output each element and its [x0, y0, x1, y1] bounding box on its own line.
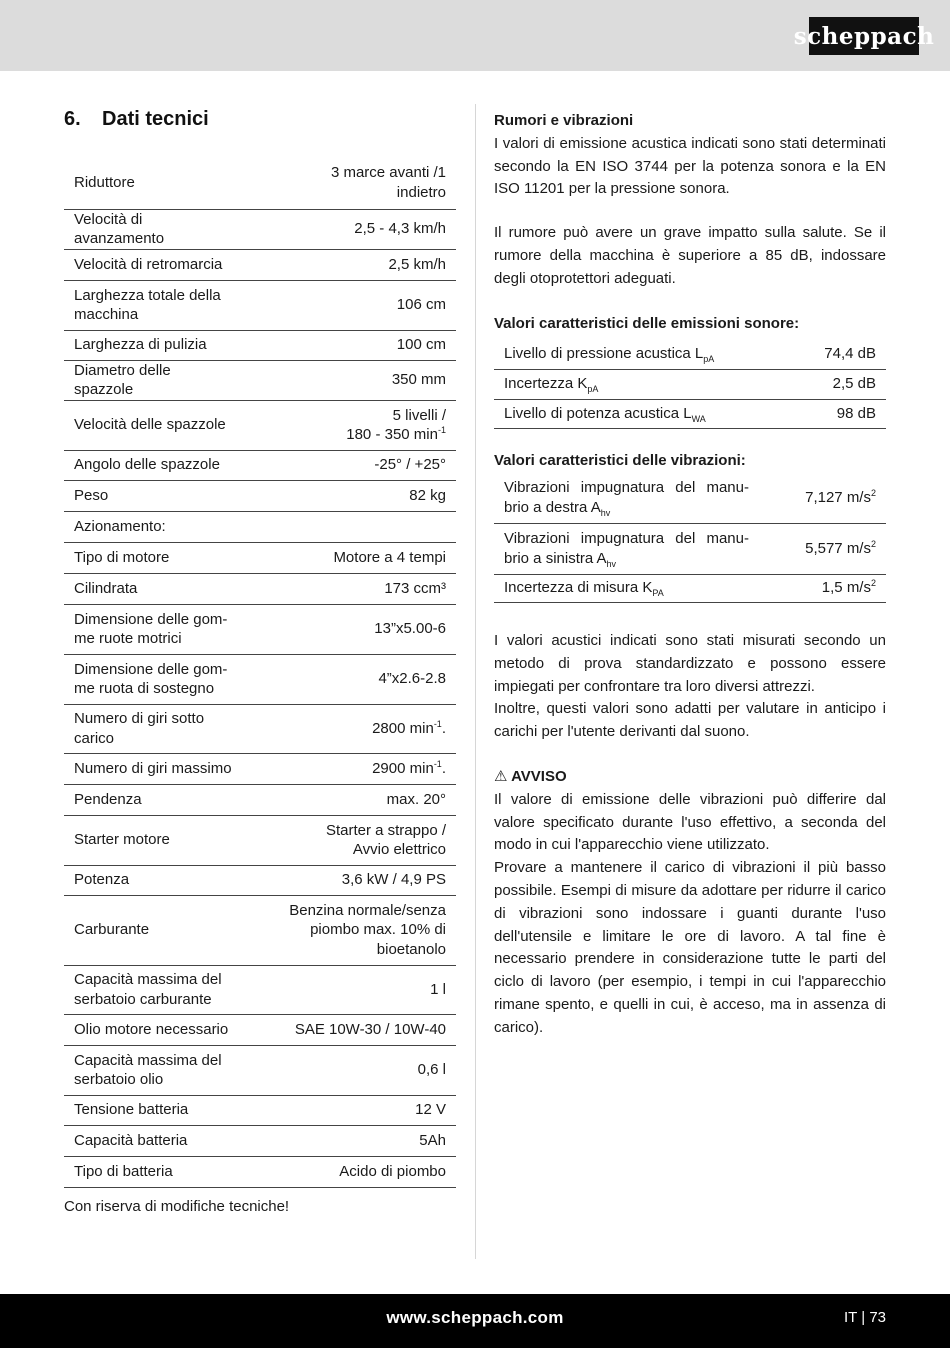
noise-paragraph: I valori acustici indicati sono stati misurati secondo un metodo di prova standardizzato e possono essere impiegati per confrontare tra loro diversi attrezzi. [494, 632, 886, 695]
noise-health-note [494, 222, 886, 290]
specs-table [64, 157, 456, 1188]
table-row: Starter motore Starter a strappo / Avvio elettrico [64, 815, 456, 865]
vibration-values-heading: Valori caratteristici delle vibrazioni: [494, 452, 746, 469]
warning-paragraph: Il valore di emissione delle vibrazioni può differire dal valore specificato durante l'uso effettivo, a seconda del modo in cui l'apparecchio viene utilizzato. [494, 790, 886, 854]
header-bar [0, 0, 950, 71]
section-title [64, 108, 209, 131]
website-url: www.scheppach.com [386, 1308, 564, 1327]
table-row: Larghezza di pulizia 100 cm [64, 330, 456, 360]
noise-paragraph: Il rumore può avere un grave impatto sulla salute. Se il rumore della macchina è superiore a 85 dB, indossare degli otoprotettori adeguati. [494, 224, 886, 287]
warning-paragraph: Provare a mantenere il carico di vibrazioni il più basso possibile. Esempi di misure da adottare per ridurre il carico di vibrazioni sono indossare i guanti durante l'uso dell'utensile e limitare le ore di lavoro. A tal fine è necessario prendere in considerazione tutte le parti del ciclo di lavoro (per esempio, i tempi in cui l'apparecchio rimane spento, e quelli in cui, è acceso, ma in assenza di carico). [494, 859, 886, 1036]
table-row: Azionamento: [64, 511, 456, 542]
table-row: Capacità massima del serbatoio carburante 1 l [64, 965, 456, 1014]
section-number: 6. [64, 108, 81, 130]
page-number: IT | 73 [844, 1309, 886, 1326]
noise-paragraph: Inoltre, questi valori sono adatti per valutare in anticipo i carichi per l'utente derivanti dal suono. [494, 700, 886, 741]
column-divider [475, 104, 476, 1259]
table-row: Riduttore 3 marce avanti /1 indietro [64, 157, 456, 209]
table-row: Pendenza max. 20° [64, 784, 456, 815]
table-row: Capacità massima del serbatoio olio 0,6 l [64, 1045, 456, 1095]
table-row: Angolo delle spazzole -25° / +25° [64, 450, 456, 480]
footer-bar [0, 1294, 950, 1348]
table-row: Peso 82 kg [64, 480, 456, 511]
technical-changes-note: Con riserva di modifiche tecniche! [64, 1198, 290, 1215]
sound-values-table [494, 338, 886, 429]
table-row: Incertezza $K_{pA}$ 2,5 dB [494, 369, 886, 399]
warning-heading: ⚠ AVVISO [494, 768, 567, 785]
table-row: Incertezza di misura $K_{PA}$ 1,5 $m/s^2$ [494, 574, 886, 602]
table-row: Livello di pressione acustica $L_{pA}$ 74,4 dB [494, 338, 886, 369]
brand-logo: scheppach [809, 17, 919, 55]
table-row: Olio motore necessario SAE 10W-30 / 10W-40 [64, 1014, 456, 1045]
table-row: Tipo di batteria Acido di piombo [64, 1156, 456, 1187]
table-row: Carburante Benzina normale/senza piombo max. 10% di bioetanolo [64, 895, 456, 965]
table-row: Numero di giri massimo 2900 $\min^{-1}$. [64, 753, 456, 784]
table-row: Vibrazioni impugnatura del manu-brio a destra $A_{hv}$ 7,127 $m/s^2$ [494, 473, 886, 523]
noise-paragraph: I valori di emissione acustica indicati sono stati determinati secondo la EN ISO 3744 per la potenza sonora e la EN ISO 11201 per la pressione sonora. [494, 134, 886, 198]
table-row: Vibrazioni impugnatura del manu-brio a sinistra $A_{hv}$ 5,577 $m/s^2$ [494, 523, 886, 574]
table-row: Livello di potenza acustica $L_{WA}$ 98 dB [494, 399, 886, 428]
table-row: Larghezza totale della macchina 106 cm [64, 280, 456, 330]
table-row: Capacità batteria 5Ah [64, 1125, 456, 1156]
table-row: Velocità delle spazzole 5 livelli / 180 - 350 $\min^{-1}$ [64, 400, 456, 450]
table-row: Dimensione delle gom-me ruota di sostegno 4”x2.6-2.8 [64, 654, 456, 704]
table-row: Velocità di avanzamento 2,5 - 4,3 km/h [64, 209, 456, 249]
noise-intro [494, 110, 886, 201]
table-row: Cilindrata 173 ccm³ [64, 573, 456, 604]
section-heading: Dati tecnici [102, 108, 209, 130]
vibration-values-table [494, 473, 886, 603]
table-row: Potenza 3,6 kW / 4,9 PS [64, 865, 456, 895]
measurement-note [494, 630, 886, 744]
table-row: Diametro delle spazzole 350 mm [64, 360, 456, 400]
table-row: Tipo di motore Motore a 4 tempi [64, 542, 456, 573]
table-row: Tensione batteria 12 V [64, 1095, 456, 1125]
warning-triangle-icon: ⚠ [494, 768, 508, 785]
table-row: Numero di giri sotto carico 2800 $\min^{-1}$. [64, 704, 456, 753]
table-row: Dimensione delle gom-me ruote motrici 13”x5.00-6 [64, 604, 456, 654]
table-row: Velocità di retromarcia 2,5 km/h [64, 249, 456, 280]
sound-values-heading: Valori caratteristici delle emissioni sonore: [494, 315, 800, 332]
warning-block [494, 766, 886, 1040]
noise-heading: Rumori e vibrazioni [494, 112, 634, 129]
